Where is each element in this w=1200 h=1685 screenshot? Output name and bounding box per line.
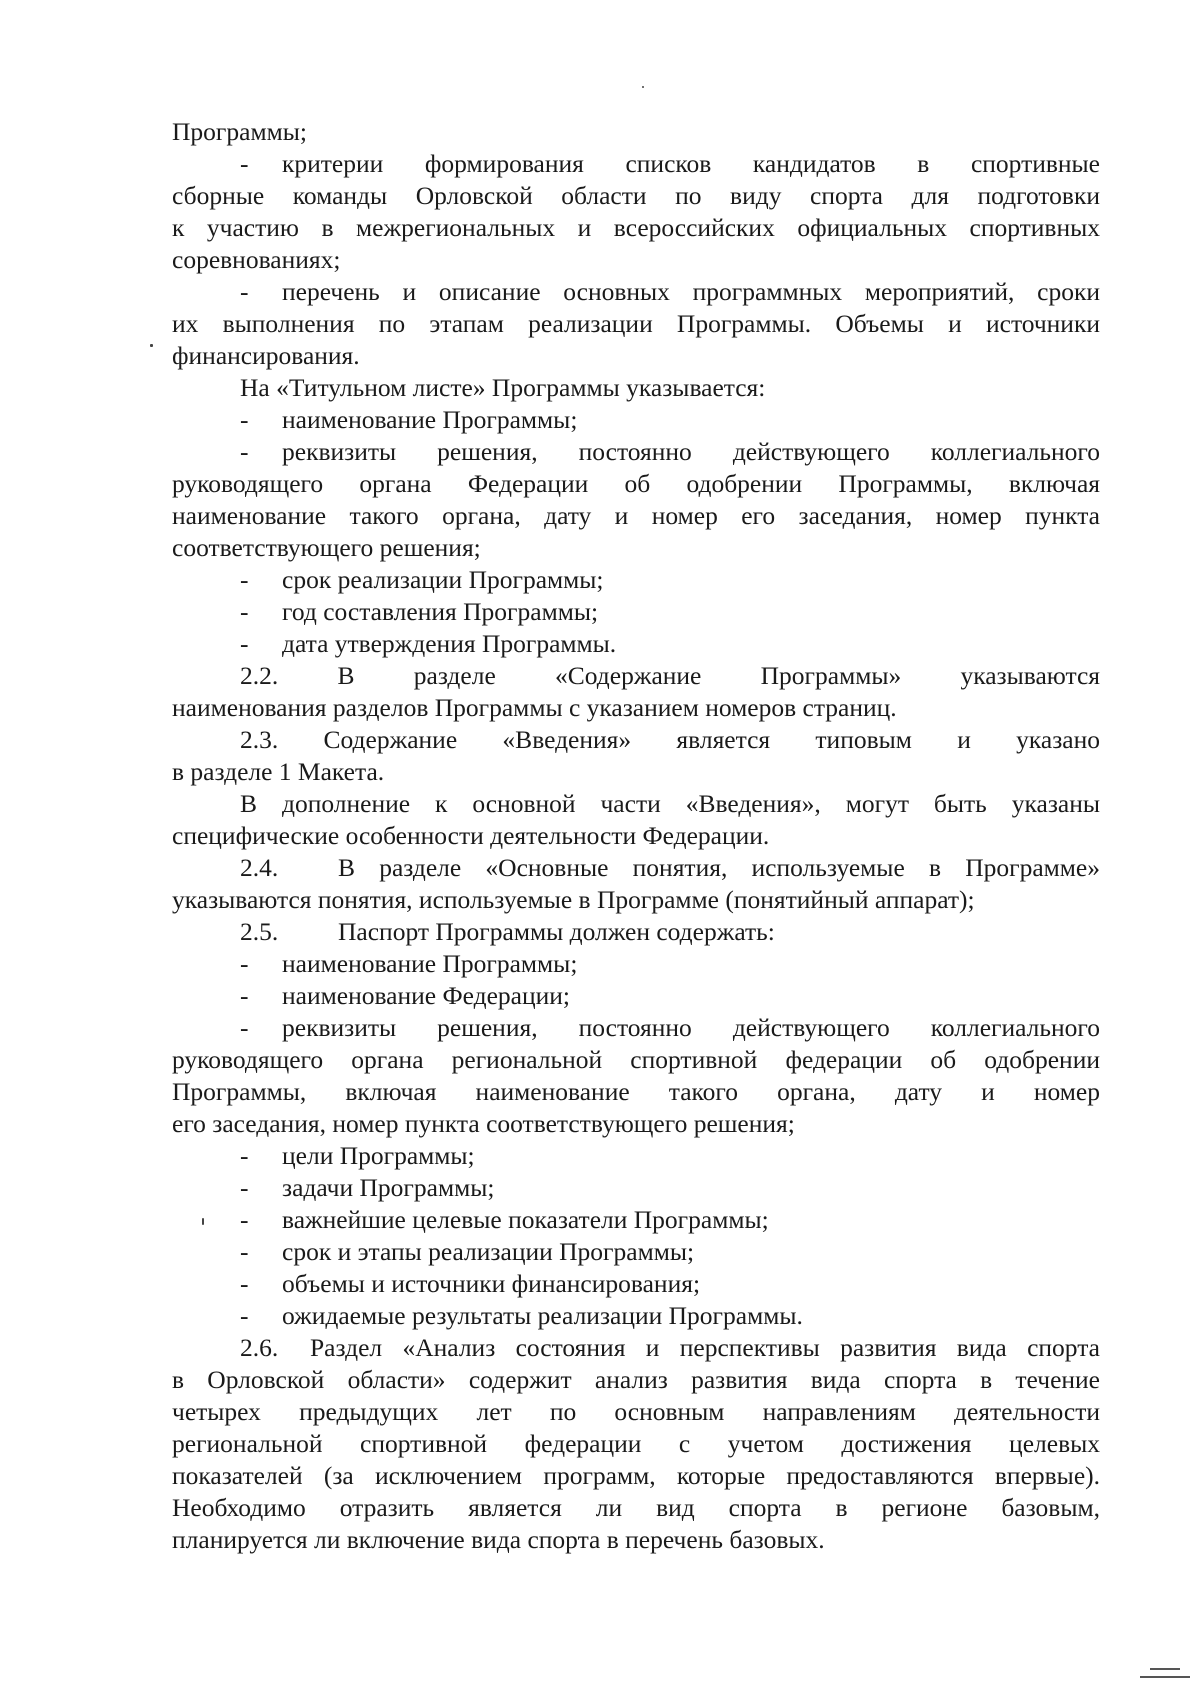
text-line: 2.2. В разделе «Содержание Программы» указываются (240, 661, 1100, 690)
section-number: 2.5. (240, 917, 279, 946)
list-item: срок реализации Программы; (282, 565, 604, 594)
text-line: перечень и описание основных программных мероприятий, сроки (282, 277, 1100, 306)
text-line: Необходимо отразить является ли вид спорта в регионе базовым, (172, 1493, 1100, 1522)
list-item: важнейшие целевые показатели Программы; (282, 1205, 769, 1234)
list-item: наименование Программы; (282, 949, 578, 978)
list-dash: - (240, 1269, 249, 1298)
list-item: наименование Федерации; (282, 981, 570, 1010)
text-line: руководящего органа региональной спортивной федерации об одобрении (172, 1045, 1100, 1074)
text-line: показателей (за исключением программ, которые предоставляются впервые). (172, 1461, 1100, 1490)
list-dash: - (240, 981, 249, 1010)
text-line: В дополнение к основной части «Введения», могут быть указаны (240, 789, 1100, 818)
list-dash: - (240, 1205, 249, 1234)
list-dash: - (240, 597, 249, 626)
text-line: реквизиты решения, постоянно действующего коллегиального (282, 437, 1100, 466)
text-line: к участию в межрегиональных и всероссийских официальных спортивных (172, 213, 1100, 242)
text-line: Программы, включая наименование такого органа, дату и номер (172, 1077, 1100, 1106)
text-line: в Орловской области» содержит анализ развития вида спорта в течение (172, 1365, 1100, 1394)
text-line: На «Титульном листе» Программы указывается: (240, 373, 766, 402)
text-line: соответствующего решения; (172, 533, 481, 562)
text-line: финансирования. (172, 341, 360, 370)
list-item: цели Программы; (282, 1141, 475, 1170)
list-dash: - (240, 949, 249, 978)
section-number: 2.6. (240, 1333, 279, 1362)
list-item: дата утверждения Программы. (282, 629, 617, 658)
text-line: Раздел «Анализ состояния и перспективы развития вида спорта (310, 1333, 1100, 1362)
list-item: объемы и источники финансирования; (282, 1269, 701, 1298)
list-dash: - (240, 565, 249, 594)
list-item: ожидаемые результаты реализации Программы. (282, 1301, 803, 1330)
text-line: их выполнения по этапам реализации Программы. Объемы и источники (172, 309, 1100, 338)
text-line: В разделе «Основные понятия, используемые в Программе» (338, 853, 1100, 882)
section-number: 2.4. (240, 853, 279, 882)
list-dash: - (240, 277, 249, 306)
text-line: его заседания, номер пункта соответствующего решения; (172, 1109, 795, 1138)
text-line: региональной спортивной федерации с учетом достижения целевых (172, 1429, 1100, 1458)
list-dash: - (240, 1013, 249, 1042)
text-line: наименования разделов Программы с указанием номеров страниц. (172, 693, 897, 722)
list-dash: - (240, 1141, 249, 1170)
text-line: указываются понятия, используемые в Программе (понятийный аппарат); (172, 885, 975, 914)
text-line: в разделе 1 Макета. (172, 757, 385, 786)
list-dash: - (240, 437, 249, 466)
list-dash: - (240, 405, 249, 434)
text-line: Программы; (172, 117, 307, 146)
text-line: соревнованиях; (172, 245, 341, 274)
list-dash: - (240, 149, 249, 178)
list-item: наименование Программы; (282, 405, 578, 434)
text-line: сборные команды Орловской области по виду спорта для подготовки (172, 181, 1100, 210)
text-line: реквизиты решения, постоянно действующего коллегиального (282, 1013, 1100, 1042)
list-dash: - (240, 1173, 249, 1202)
list-dash: - (240, 1301, 249, 1330)
list-dash: - (240, 1237, 249, 1266)
list-item: задачи Программы; (282, 1173, 495, 1202)
text-line: четырех предыдущих лет по основным направлениям деятельности (172, 1397, 1100, 1426)
text-line: планируется ли включение вида спорта в перечень базовых. (172, 1525, 825, 1554)
text-line: Паспорт Программы должен содержать: (338, 917, 775, 946)
list-item: срок и этапы реализации Программы; (282, 1237, 695, 1266)
list-item: год составления Программы; (282, 597, 599, 626)
text-line: 2.3. Содержание «Введения» является типовым и указано (240, 725, 1100, 754)
text-line: руководящего органа Федерации об одобрении Программы, включая (172, 469, 1100, 498)
text-line: критерии формирования списков кандидатов в спортивные (282, 149, 1100, 178)
text-line: наименование такого органа, дату и номер его заседания, номер пункта (172, 501, 1100, 530)
text-line: специфические особенности деятельности Федерации. (172, 821, 770, 850)
list-dash: - (240, 629, 249, 658)
